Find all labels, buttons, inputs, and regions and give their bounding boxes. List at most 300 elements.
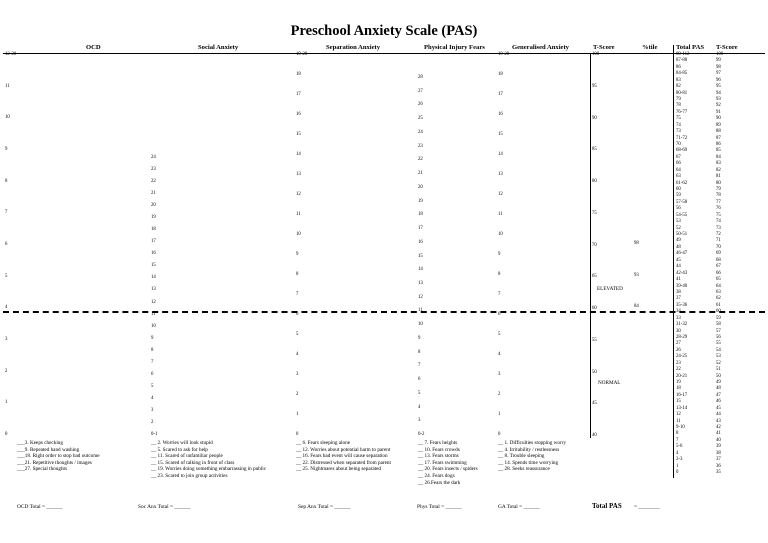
total-pas-tscore: 83 [716,161,721,167]
total-pas-tscore: 95 [716,84,721,90]
ocd-scale-tick: 5 [5,273,8,279]
total-pas-range: 26 [676,347,681,353]
generalised-scale-tick: 10 [498,232,503,237]
generalised-scale-tick: 6 [498,312,501,317]
ocd-scale-tick: 10 [5,115,10,121]
social-scale-tick: 21 [151,191,156,197]
total-pas-tscore: 79 [716,187,721,193]
physical-scale-tick: 11 [418,308,423,314]
physical-scale-tick: 28 [418,75,423,80]
generalised-scale-tick: 14 [498,152,503,157]
total-pas-tscore: 92 [716,103,721,109]
physical-fears-total[interactable]: Phys Total = ______ [417,504,462,510]
separation-scale-tick: 6 [296,312,299,317]
generalised-scale-tick: 19-20 [498,52,510,57]
social-scale-tick: 19 [151,215,156,221]
separation-scale-tick: 8 [296,272,299,277]
total-pas-range: 35-36 [676,302,688,308]
total-pas-range: 56 [676,206,681,212]
ocd-scale-tick: 7 [5,210,8,216]
total-pas-tscore: 48 [716,386,721,392]
total-pas-range: 50-51 [676,232,688,238]
total-pas-tscore: 37 [716,457,721,463]
total-pas-tscore: 84 [716,154,721,160]
ocd-scale-tick: 1 [5,400,8,406]
social-scale-tick: 6 [151,371,154,377]
header-generalised-anxiety: Generalised Anxiety [512,44,569,51]
total-pas-tscore: 88 [716,129,721,135]
separation-scale-tick: 5 [296,332,299,337]
physical-scale-tick: 16 [418,239,423,245]
generalised-scale-tick: 15 [498,132,503,137]
generalised-anxiety-total[interactable]: GA Total = ______ [498,504,540,510]
total-pas-tscore: 58 [716,322,721,328]
total-pas-tscore: 100 [716,52,724,57]
ocd-total[interactable]: OCD Total = ______ [17,504,63,510]
physical-item: __ 20. Fears insects / spiders [418,466,478,473]
total-pas-range: 19 [676,379,681,385]
total-pas-tscore: 75 [716,212,721,218]
elevated-label: ELEVATED [597,286,623,292]
physical-item: __ 26.Fears the dark [418,479,461,486]
total-pas-tscore: 77 [716,199,721,205]
total-pas-range: 68-69 [676,148,688,154]
physical-item: __ 17. Fears swimming [418,459,467,466]
total-pas-range: 82 [676,84,681,90]
social-scale-tick: 10 [151,323,156,329]
total-pas-range: 83 [676,77,681,83]
physical-scale-tick: 24 [418,129,423,135]
tscore-tick: 40 [592,433,597,438]
total-pas-tscore: 86 [716,142,721,148]
total-pas-tscore: 76 [716,206,721,212]
total-pas-tscore: 50 [716,373,721,379]
total-pas-range: 22 [676,367,681,373]
total-pas-range: 4 [676,450,679,456]
total-pas-range: 8 [676,431,679,437]
social-item: __ 5. Scared to ask for help [151,446,208,453]
total-pas-range: 37 [676,296,681,302]
total-pas-tscore: 53 [716,354,721,360]
ocd-scale-tick: 3 [5,337,8,342]
social-scale-tick: 20 [151,203,156,209]
social-scale-tick: 14 [151,275,156,281]
total-pas-tscore: 89 [716,122,721,128]
ocd-item: ___9. Repeated hand washing [17,446,80,453]
separation-scale-tick: 4 [296,352,299,357]
percentile-tick: 93 [634,273,639,278]
ocd-scale-tick: 0 [5,432,8,437]
total-pas-tscore: 39 [716,444,721,450]
total-pas-range: 31-32 [676,322,688,328]
total-pas-tscore: 91 [716,109,721,115]
physical-scale-tick: 25 [418,116,423,122]
total-pas-field[interactable]: = ________ [634,504,660,510]
total-pas-tscore: 46 [716,399,721,405]
ocd-scale-tick: 11 [5,83,10,89]
total-pas-range: 84-85 [676,71,688,77]
tscore-tick: 80 [592,179,597,184]
total-pas-tscore: 78 [716,193,721,199]
social-scale-tick: 3 [151,407,154,413]
separation-scale-tick: 11 [296,212,301,217]
total-pas-range: 24-25 [676,354,688,360]
total-pas-range: 16-17 [676,392,688,398]
total-pas-tscore: 68 [716,257,721,263]
separation-scale-tick: 1 [296,412,299,417]
social-item: __ 11. Scared of unfamiliar people [151,453,223,460]
total-pas-range: 63 [676,174,681,180]
total-pas-tscore: 81 [716,174,721,180]
total-pas-range: 70 [676,142,681,148]
generalised-scale-tick: 7 [498,292,501,297]
total-pas-range: 1 [676,463,679,469]
tscore-tick: 95 [592,83,597,89]
total-pas-range: 39-40 [676,283,688,289]
total-pas-range: 80-81 [676,90,688,96]
total-pas-range: 30 [676,328,681,334]
total-pas-range: 44 [676,264,681,270]
social-scale-tick: 0-1 [151,432,158,437]
total-pas-tscore: 96 [716,77,721,83]
separation-item: __ 6. Fears sleeping alone [296,440,351,446]
total-pas-tscore: 44 [716,412,721,418]
social-item: __ 2. Worries will look stupid [151,440,213,446]
ocd-item: ___27. Special thoughts [17,466,67,473]
total-pas-tscore: 43 [716,418,721,424]
total-pas-range: 12 [676,412,681,418]
total-pas-tscore: 94 [716,90,721,96]
separation-scale-tick: 9 [296,252,299,257]
percentile-tick: 98 [634,241,639,246]
total-pas-tscore: 51 [716,367,721,373]
total-pas-range: 38 [676,289,681,295]
physical-item: __ 24. Fears dogs [418,473,455,479]
total-pas-range: 7 [676,437,679,443]
generalised-item: __ 28. Seeks reassurance [498,466,550,473]
total-pas-tscore: 47 [716,392,721,398]
separation-item: __ 12. Worries about potential harm to parent [296,446,391,453]
tscore-divider [590,53,591,438]
tscore-tick: 90 [592,115,597,121]
total-pas-range: 15 [676,399,681,405]
physical-item: __ 13. Fears storms [418,453,459,460]
generalised-scale-tick: 16 [498,112,503,117]
total-pas-tscore: 57 [716,328,721,334]
social-item: __ 19. Worries doing something embarrassing in public [151,466,267,473]
total-pas-range: 28-29 [676,334,688,340]
header-physical-injury-fears: Physical Injury Fears [424,44,485,51]
percentile-tick: 84 [634,304,639,309]
total-pas-tscore: 35 [716,470,721,475]
total-pas-range: 45 [676,257,681,263]
separation-scale-tick: 15 [296,132,301,137]
social-scale-tick: 12 [151,299,156,305]
total-pas-range: 0 [676,470,679,475]
ocd-scale-tick: 12-20 [5,52,17,57]
total-pas-tscore: 69 [716,251,721,257]
physical-scale-tick: 22 [418,157,423,163]
total-pas-tscore: 52 [716,360,721,366]
social-scale-tick: 4 [151,395,154,401]
social-scale-tick: 17 [151,239,156,245]
physical-scale-tick: 8 [418,349,421,355]
total-pas-tscore: 90 [716,116,721,122]
total-pas-range: 74 [676,122,681,128]
separation-scale-tick: 2 [296,392,299,397]
total-pas-range: 13-14 [676,405,688,411]
normal-label: NORMAL [598,380,621,386]
ocd-scale-tick: 4 [5,305,8,311]
physical-item: __ 10. Fears crowds [418,446,460,453]
total-pas-range: 11 [676,418,681,424]
total-pas-range: 73 [676,129,681,135]
separation-item: __ 16. Fears bad event will cause separation [296,453,388,460]
total-pas-range: 86 [676,64,681,70]
header-social-anxiety: Social Anxiety [198,44,239,51]
total-pas-tscore: 42 [716,424,721,430]
social-item: __ 23. Scared to join group activities [151,473,228,479]
social-scale-tick: 15 [151,263,156,269]
total-pas-range: 48 [676,244,681,250]
social-scale-tick: 24 [151,155,156,160]
separation-anxiety-total[interactable]: Sep Anx Total = ______ [298,504,351,510]
total-pas-tscore: 64 [716,283,721,289]
social-scale-tick: 13 [151,287,156,293]
separation-scale-tick: 3 [296,372,299,377]
separation-scale-tick: 17 [296,92,301,97]
header-t-score: T-Score [593,44,615,51]
physical-scale-tick: 20 [418,184,423,190]
physical-scale-tick: 21 [418,171,423,177]
total-pas-label: Total PAS [592,502,622,510]
separation-scale-tick: 16 [296,112,301,117]
tscore-tick: 55 [592,337,597,343]
total-pas-tscore: 61 [716,302,721,308]
physical-scale-tick: 18 [418,212,423,218]
ocd-scale-tick: 9 [5,147,8,152]
social-scale-tick: 5 [151,383,154,389]
total-pas-tscore: 80 [716,180,721,186]
physical-scale-tick: 17 [418,226,423,232]
separation-scale-tick: 18 [296,72,301,77]
physical-scale-tick: 13 [418,280,423,286]
generalised-scale-tick: 8 [498,272,501,277]
separation-item: __ 25. Nightmares about being separated [296,466,381,473]
total-pas-tscore: 97 [716,71,721,77]
separation-scale-tick: 12 [296,192,301,197]
social-scale-tick: 22 [151,179,156,185]
total-pas-range: 79 [676,97,681,102]
generalised-scale-tick: 4 [498,352,501,357]
total-pas-range: 75 [676,116,681,122]
separation-scale-tick: 10 [296,232,301,237]
generalised-scale-tick: 9 [498,252,501,257]
total-pas-range: 5-6 [676,444,683,450]
physical-scale-tick: 5 [418,390,421,396]
total-pas-tscore: 70 [716,244,721,250]
ocd-item: ___3. Keeps checking [17,440,63,446]
total-pas-tscore: 72 [716,232,721,238]
ocd-item: ___21. Repetitive thoughts / images [17,459,92,466]
total-pas-range: 67 [676,154,681,160]
total-pas-tscore: 56 [716,334,721,340]
total-pas-tscore: 62 [716,296,721,302]
tscore-tick: 50 [592,369,597,375]
total-pas-range: 27 [676,341,681,347]
separation-scale-tick: 0 [296,432,299,437]
header-total-pas: Total PAS [676,44,705,51]
total-pas-range: 34 [676,309,681,315]
separation-scale-tick: 13 [296,172,301,177]
total-pas-range: 78 [676,103,681,109]
total-pas-tscore: 74 [716,219,721,225]
physical-item: __ 7. Fears heights [418,440,458,446]
social-scale-tick: 7 [151,359,154,365]
physical-scale-tick: 0-2 [418,432,425,437]
header-ocd: OCD [86,44,101,51]
total-pas-tscore: 63 [716,289,721,295]
total-pas-tscore: 59 [716,315,721,321]
physical-scale-tick: 6 [418,377,421,383]
social-scale-tick: 18 [151,227,156,233]
generalised-scale-tick: 5 [498,332,501,337]
total-pas-tscore: 73 [716,225,721,231]
total-pas-tscore: 55 [716,341,721,347]
tscore-tick: 70 [592,242,597,248]
total-pas-range: 60 [676,187,681,193]
generalised-item: __ 1. Difficulties stopping worry [498,440,567,446]
generalised-scale-tick: 13 [498,172,503,177]
total-pas-range: 53 [676,219,681,225]
generalised-scale-tick: 1 [498,412,501,417]
total-pas-range: 41 [676,277,681,283]
physical-scale-tick: 10 [418,322,423,328]
total-pas-range: 71-72 [676,135,688,141]
header-t-score-2: T-Score [716,44,738,51]
generalised-scale-tick: 17 [498,92,503,97]
total-pas-tscore: 36 [716,463,721,469]
separation-scale-tick: 7 [296,292,299,297]
physical-scale-tick: 14 [418,267,423,273]
generalised-scale-tick: 11 [498,212,503,217]
total-pas-range: 57-58 [676,199,688,205]
social-scale-tick: 23 [151,167,156,173]
separation-scale-tick: 14 [296,152,301,157]
ocd-scale-tick: 8 [5,178,8,184]
social-scale-tick: 16 [151,251,156,257]
physical-scale-tick: 26 [418,102,423,108]
generalised-scale-tick: 18 [498,72,503,77]
separation-scale-tick: 19-20 [296,52,308,57]
total-pas-tscore: 87 [716,135,721,141]
total-pas-tscore: 54 [716,347,721,353]
generalised-item: __ 4. Irritability / restlessness [498,446,560,453]
physical-scale-tick: 23 [418,143,423,149]
total-pas-tscore: 82 [716,167,721,173]
tscore-tick: 100 [592,52,600,57]
physical-scale-tick: 9 [418,335,421,341]
social-scale-tick: 11 [151,311,156,317]
total-pas-range: 59 [676,193,681,199]
tscore-tick: 65 [592,274,597,280]
total-pas-range: 52 [676,225,681,231]
total-pas-tscore: 85 [716,148,721,154]
total-pas-tscore: 98 [716,64,721,70]
total-pas-tscore: 40 [716,437,721,443]
total-pas-range: 2-3 [676,457,683,463]
tscore-tick: 75 [592,210,597,216]
total-pas-range: 64 [676,167,681,173]
total-pas-range: 20-21 [676,373,688,379]
physical-scale-tick: 19 [418,198,423,204]
social-scale-tick: 8 [151,347,154,353]
physical-scale-tick: 4 [418,404,421,410]
header-rule [3,53,765,54]
total-pas-range: 87-88 [676,58,688,64]
social-item: __ 15. Scared of talking in front of class [151,459,235,466]
total-pas-tscore: 41 [716,431,721,437]
generalised-scale-tick: 2 [498,392,501,397]
total-pas-range: 49 [676,238,681,244]
total-pas-range: 76-77 [676,109,688,115]
physical-scale-tick: 15 [418,253,423,259]
separation-item: __ 22. Distressed when separated from parent [296,459,391,466]
generalised-item: __ 8. Trouble sleeping [498,453,545,460]
total-pas-range: 66 [676,161,681,167]
total-pas-tscore: 49 [716,379,721,385]
total-pas-tscore: 45 [716,405,721,411]
total-pas-tscore: 65 [716,277,721,283]
tscore-tick: 60 [592,306,597,311]
total-pas-range: 33 [676,315,681,321]
total-table-divider [673,45,674,478]
ocd-scale-tick: 2 [5,368,8,374]
generalised-item: __ 14. Spends time worrying [498,459,559,466]
total-pas-range: 18 [676,386,681,392]
header-separation-anxiety: Separation Anxiety [326,44,381,51]
total-pas-tscore: 93 [716,97,721,102]
generalised-scale-tick: 12 [498,192,503,197]
social-scale-tick: 9 [151,335,154,341]
physical-scale-tick: 12 [418,294,423,300]
total-pas-tscore: 99 [716,58,721,64]
total-pas-range: 23 [676,360,681,366]
total-pas-range: 46-47 [676,251,688,257]
generalised-scale-tick: 0 [498,432,501,437]
ocd-item: ___18. Right order to stop bad outcome [17,453,100,460]
total-pas-range: 61-62 [676,180,688,186]
total-pas-tscore: 71 [716,238,721,244]
total-pas-tscore: 67 [716,264,721,270]
total-pas-tscore: 38 [716,450,721,456]
social-scale-tick: 2 [151,419,154,425]
physical-scale-tick: 27 [418,88,423,94]
total-pas-range: 42-43 [676,270,688,276]
ocd-scale-tick: 6 [5,242,8,247]
total-pas-tscore: 66 [716,270,721,276]
social-anxiety-total[interactable]: Soc Anx Total = ______ [138,504,191,510]
total-pas-tscore: 60 [716,309,721,315]
tscore-tick: 85 [592,147,597,153]
generalised-scale-tick: 3 [498,372,501,377]
total-pas-range: 54-55 [676,212,688,218]
physical-scale-tick: 3 [418,418,421,424]
page-title: Preschool Anxiety Scale (PAS) [290,23,478,39]
total-pas-range: 89-112 [676,52,690,57]
physical-scale-tick: 7 [418,363,421,369]
total-pas-range: 9-10 [676,424,685,430]
